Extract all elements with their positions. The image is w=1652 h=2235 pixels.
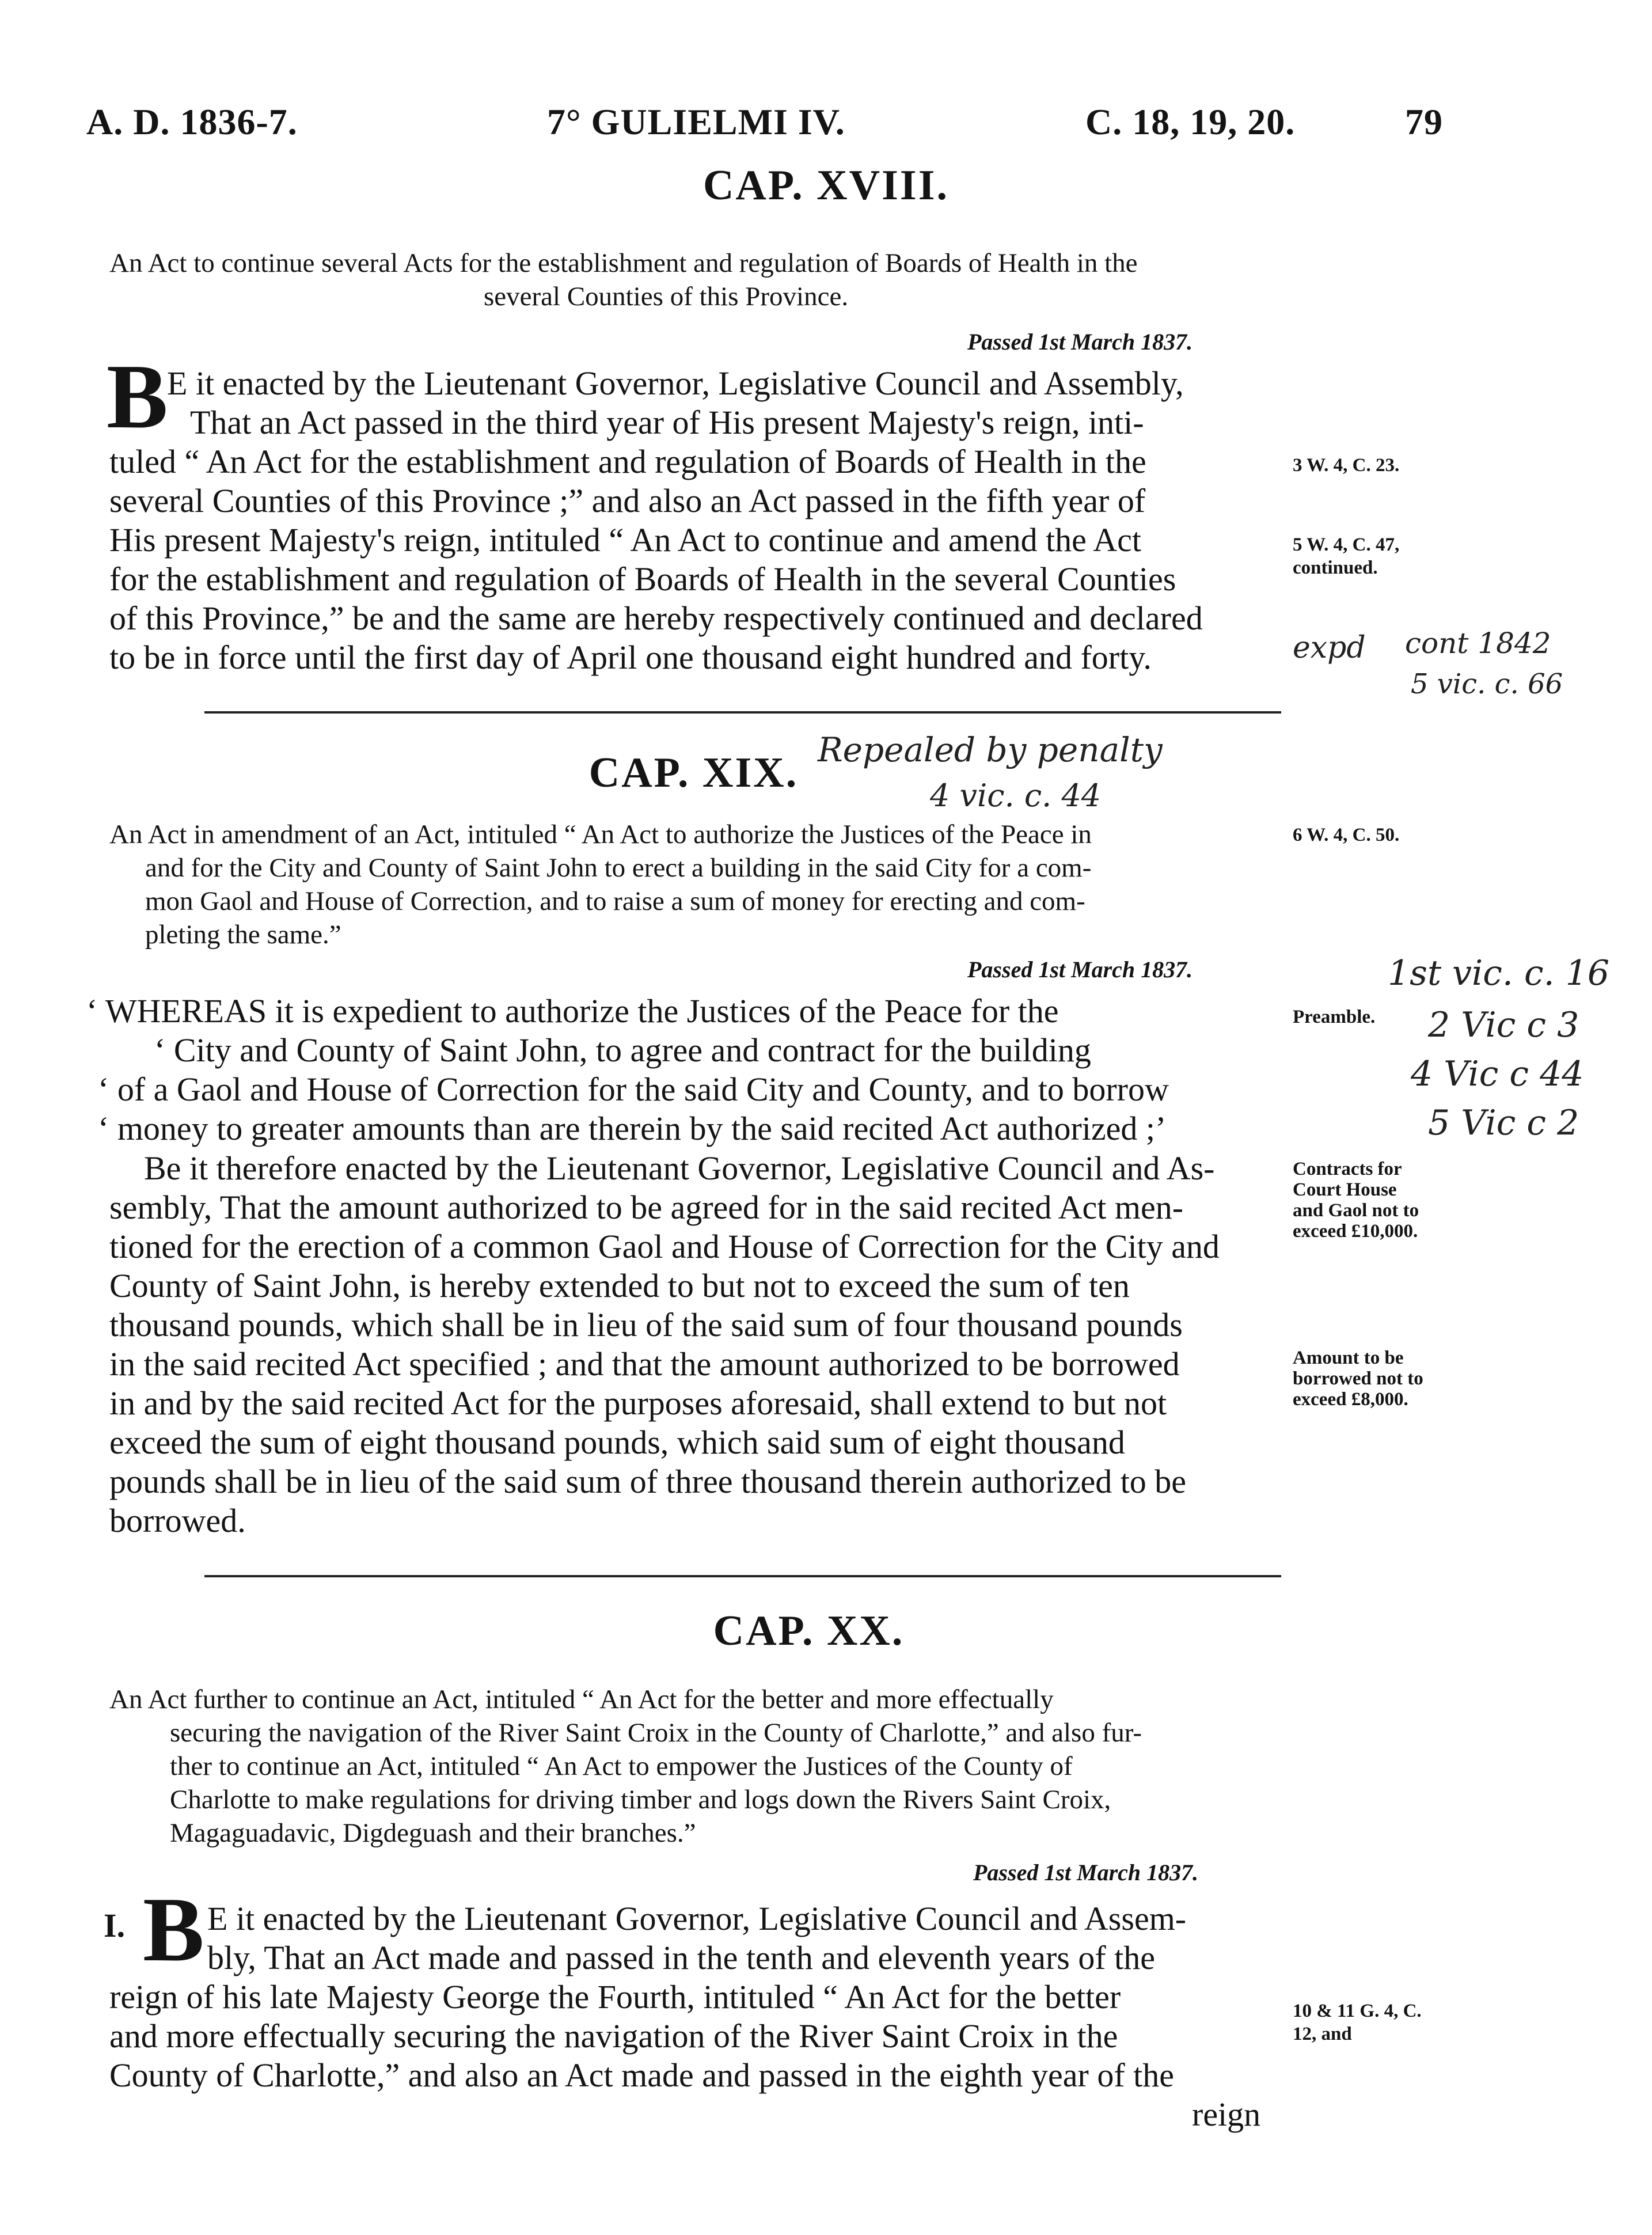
cap18-margin-note: continued. bbox=[1293, 557, 1378, 578]
body-line: County of Charlotte,” and also an Act made and passed in the eighth year of the bbox=[109, 2056, 1175, 2094]
body-line: exceed the sum of eight thousand pounds, which said sum of eight thousand bbox=[109, 1424, 1125, 1461]
subtitle-line: several Counties of this Province. bbox=[484, 282, 849, 312]
margin-note-line: and Gaol not to bbox=[1293, 1200, 1419, 1221]
body-line: Be it therefore enacted by the Lieutenant Governor, Legislative Council and As- bbox=[144, 1149, 1215, 1187]
margin-note-preamble: Preamble. bbox=[1293, 1007, 1376, 1027]
subtitle-line: mon Gaol and House of Correction, and to raise a sum of money for erecting and com- bbox=[145, 886, 1085, 916]
header-reign: 7° GULIELMI IV. bbox=[547, 101, 845, 142]
cap20-dropcap: B bbox=[143, 1878, 204, 1980]
margin-note-line: Amount to be bbox=[1293, 1348, 1404, 1368]
cap19-enacting-text bbox=[109, 1149, 1284, 1540]
body-line: County of Saint John, is hereby extended to but not to exceed the sum of ten bbox=[109, 1267, 1130, 1304]
margin-note-line: Contracts for bbox=[1293, 1159, 1402, 1179]
body-line: sembly, That the amount authorized to be agreed for in the said recited Act men- bbox=[109, 1189, 1184, 1226]
header-year: A. D. 1836-7. bbox=[86, 101, 298, 142]
cap19-subtitle-margin-note: 6 W. 4, C. 50. bbox=[1293, 825, 1400, 845]
body-line: in and by the said recited Act for the purposes aforesaid, shall extend to but not bbox=[109, 1384, 1167, 1422]
cap18-handwritten-note: cont 1842 bbox=[1405, 627, 1551, 660]
body-line: His present Majesty's reign, intituled “ An Act to continue and amend the Act bbox=[109, 521, 1141, 559]
body-line: to be in force until the first day of April one thousand eight hundred and forty. bbox=[109, 639, 1152, 676]
cap18-title: CAP. XVIII. bbox=[702, 162, 950, 209]
subtitle-line: securing the navigation of the River Saint Croix in the County of Charlotte,” and also fur- bbox=[170, 1718, 1142, 1748]
subtitle-line: Charlotte to make regulations for driving timber and logs down the Rivers Saint Croix, bbox=[170, 1785, 1111, 1815]
subtitle-line: An Act further to continue an Act, intituled “ An Act for the better and more effectually bbox=[109, 1684, 1054, 1714]
cap19-handwritten-title-note: 4 vic. c. 44 bbox=[930, 777, 1102, 814]
subtitle-line: An Act in amendment of an Act, intituled “ An Act to authorize the Justices of the Peace in bbox=[109, 819, 1092, 849]
cap19-passed-date: Passed 1st March 1837. bbox=[967, 957, 1193, 982]
section-divider bbox=[204, 1575, 1281, 1577]
body-line: thousand pounds, which shall be in lieu of the said sum of four thousand pounds bbox=[109, 1306, 1183, 1344]
cap18-handwritten-note: 5 vic. c. 66 bbox=[1411, 668, 1563, 700]
cap18-subtitle bbox=[109, 246, 1296, 313]
header-chapters: C. 18, 19, 20. bbox=[1085, 101, 1296, 142]
cap18-passed-date: Passed 1st March 1837. bbox=[967, 329, 1193, 355]
preamble-line: ‘ City and County of Saint John, to agree and contract for the building bbox=[154, 1031, 1091, 1069]
cap19-handwritten-note: 2 Vic c 3 bbox=[1428, 1005, 1579, 1045]
body-line: tioned for the erection of a common Gaol and House of Correction for the City and bbox=[109, 1228, 1220, 1265]
cap19-preamble bbox=[86, 992, 1284, 1148]
cap20-margin-note: 12, and bbox=[1293, 2024, 1352, 2044]
subtitle-line: pleting the same.” bbox=[145, 920, 341, 950]
cap20-passed-date: Passed 1st March 1837. bbox=[973, 1860, 1199, 1885]
body-line: That an Act passed in the third year of His present Majesty's reign, inti- bbox=[190, 404, 1144, 441]
subtitle-line: and for the City and County of Saint John to erect a building in the said City for a com- bbox=[145, 853, 1092, 883]
cap19-handwritten-note: 1st vic. c. 16 bbox=[1388, 953, 1610, 993]
page-number: 79 bbox=[1405, 101, 1443, 142]
subtitle-line: ther to continue an Act, intituled “ An Act to empower the Justices of the County of bbox=[170, 1751, 1073, 1781]
body-line: tuled “ An Act for the establishment and regulation of Boards of Health in the bbox=[109, 443, 1146, 480]
preamble-line: ‘ of a Gaol and House of Correction for the said City and County, and to borrow bbox=[98, 1071, 1169, 1108]
section-number: I. bbox=[104, 1907, 126, 1944]
body-line: pounds shall be in lieu of the said sum of three thousand therein authorized to be bbox=[109, 1463, 1187, 1500]
body-line: for the establishment and regulation of Boards of Health in the several Counties bbox=[109, 560, 1176, 598]
subtitle-line: An Act to continue several Acts for the establishment and regulation of Boards of Health in the bbox=[109, 248, 1138, 278]
margin-note-line: borrowed not to bbox=[1293, 1368, 1423, 1389]
cap20-title: CAP. XX. bbox=[713, 1607, 905, 1655]
margin-note-contracts bbox=[1293, 1159, 1419, 1242]
cap19-handwritten-note: 5 Vic c 2 bbox=[1428, 1103, 1579, 1143]
cap18-body bbox=[109, 364, 1278, 677]
cap18-margin-note: 5 W. 4, C. 47, bbox=[1293, 534, 1400, 555]
cap19-handwritten-title-note: Repealed by penalty bbox=[818, 730, 1163, 769]
margin-note-amount bbox=[1293, 1348, 1423, 1410]
cap19-subtitle bbox=[109, 818, 1296, 951]
cap19-title: CAP. XIX. bbox=[588, 749, 799, 796]
body-line: reign of his late Majesty George the Fourth, intituled “ An Act for the better bbox=[109, 1978, 1121, 2016]
cap18-dropcap: B bbox=[107, 345, 168, 447]
section-divider bbox=[204, 711, 1281, 714]
subtitle-line: Magaguadavic, Digdeguash and their branches.” bbox=[170, 1818, 696, 1848]
cap18-margin-note: 3 W. 4, C. 23. bbox=[1293, 455, 1400, 476]
cap18-handwritten-note: expd bbox=[1293, 631, 1366, 665]
body-line: several Counties of this Province ;” and also an Act passed in the fifth year of bbox=[109, 482, 1146, 519]
body-line: and more effectually securing the navigation of the River Saint Croix in the bbox=[109, 2017, 1118, 2055]
cap20-subtitle bbox=[109, 1683, 1296, 1850]
margin-note-line: Court House bbox=[1293, 1179, 1397, 1200]
body-line: of this Province,” be and the same are hereby respectively continued and declared bbox=[109, 599, 1203, 637]
body-line: borrowed. bbox=[109, 1502, 246, 1539]
body-line: E it enacted by the Lieutenant Governor, Legislative Council and Assembly, bbox=[167, 365, 1184, 402]
cap20-body bbox=[109, 1899, 1278, 2134]
preamble-line: ‘ WHEREAS it is expedient to authorize the Justices of the Peace for the bbox=[86, 992, 1059, 1030]
body-line: E it enacted by the Lieutenant Governor, Legislative Council and Assem- bbox=[207, 1900, 1187, 1937]
margin-note-line: exceed £10,000. bbox=[1293, 1221, 1418, 1242]
margin-note-line: exceed £8,000. bbox=[1293, 1389, 1408, 1410]
cap20-margin-note: 10 & 11 G. 4, C. bbox=[1293, 2001, 1422, 2021]
body-line: bly, That an Act made and passed in the tenth and eleventh years of the bbox=[207, 1939, 1156, 1976]
preamble-line: ‘ money to greater amounts than are therein by the said recited Act authorized ;’ bbox=[98, 1110, 1167, 1147]
body-line: reign bbox=[1192, 2096, 1261, 2133]
cap19-handwritten-note: 4 Vic c 44 bbox=[1411, 1054, 1584, 1094]
body-line: in the said recited Act specified ; and that the amount authorized to be borrowed bbox=[109, 1345, 1180, 1383]
